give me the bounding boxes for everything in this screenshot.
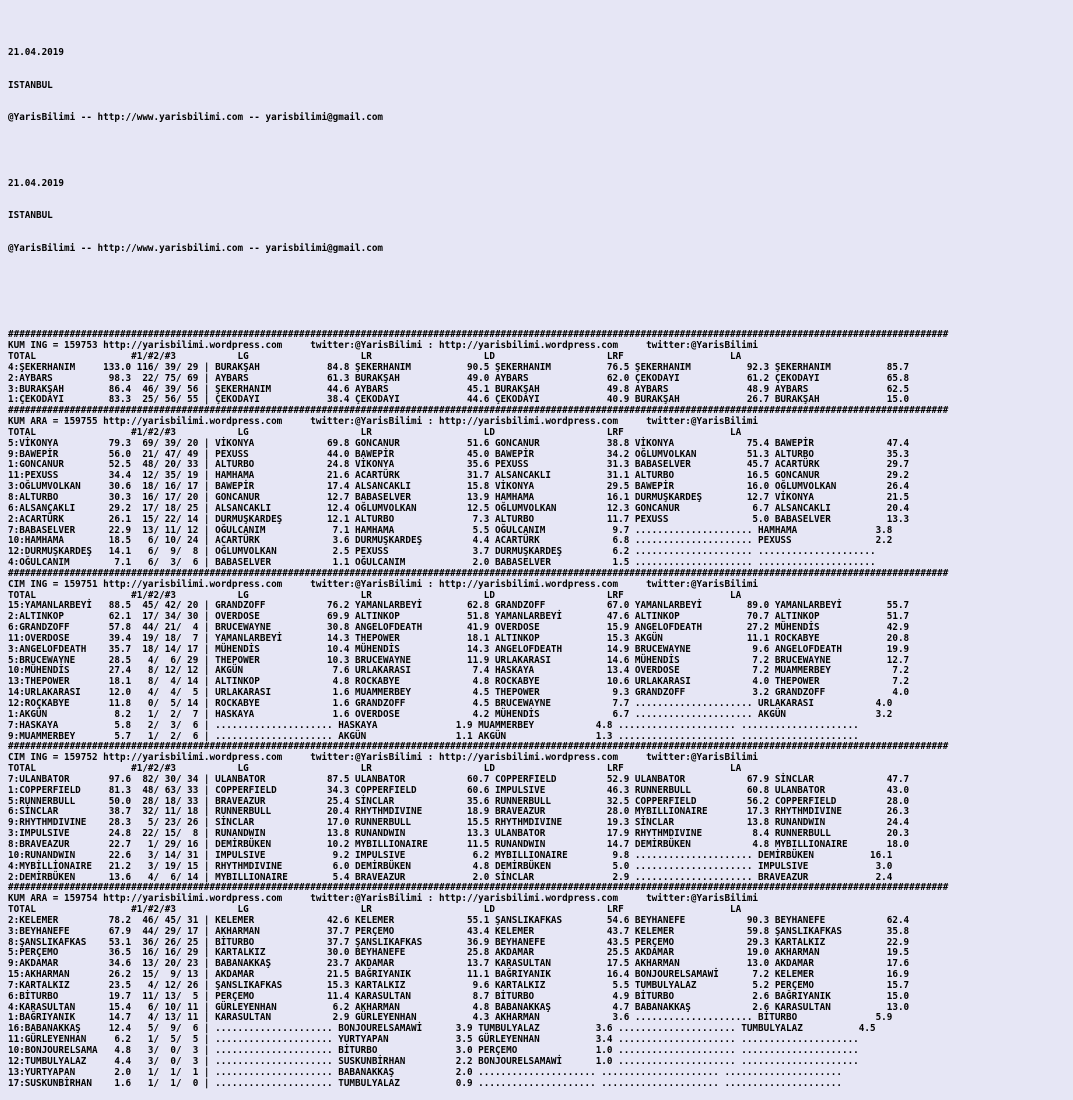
blank-line <box>8 146 1073 157</box>
race-row: 6:BİTURBO 19.7 11/ 13/ 5 | PERÇEMO 11.4 KARASULTAN 8.7 BİTURBO 4.9 BİTURBO 2.6 BAĞRIYANIK 15.0 <box>8 990 910 1002</box>
column-header-line: TOTAL #1/#2/#3 LG LR LD LRF LA <box>8 763 742 775</box>
race-row: 9:RHYTHMDIVINE 28.3 5/ 23/ 26 | SİNCLAR 17.0 RUNNERBULL 15.5 RHYTHMDIVINE 19.3 SİNCLAR 13.8 RUNANDWIN 24.4 <box>8 817 910 829</box>
race-row: 4:OĞULCANIM 7.1 6/ 3/ 6 | BABASELVER 1.1 OĞULCANIM 2.0 BABASELVER 1.5 ..................... ..................... <box>8 557 876 569</box>
race-row: 13:THEPOWER 18.1 8/ 4/ 14 | ALTINKOP 4.8 ROCKABYE 4.8 ROCKABYE 10.6 URLAKARASI 4.0 THEPOWER 7.2 <box>8 676 910 688</box>
race-row: 7:KARTALKIZ 23.5 4/ 12/ 26 | ŞANSLIKAFKAS 15.3 KARTALKIZ 9.6 KARTALKIZ 5.5 TUMBULYALAZ 5.2 PERÇEMO 15.7 <box>8 979 910 991</box>
race-row: 15:AKHARMAN 26.2 15/ 9/ 13 | AKDAMAR 21.5 BAĞRIYANIK 11.1 BAĞRIYANIK 16.4 BONJOURELSAMAWİ 7.2 KELEMER 16.9 <box>8 969 910 981</box>
race-row: 2:DEMİRBÜKEN 13.6 4/ 6/ 14 | MYBILLIONAIRE 5.4 BRAVEAZUR 2.0 SİNCLAR 2.9 ..................... BRAVEAZUR 2.4 <box>8 871 893 883</box>
race-row: 2:KELEMER 78.2 46/ 45/ 31 | KELEMER 42.6 KELEMER 55.1 ŞANSLIKAFKAS 54.6 BEYHANEFE 90.3 BEYHANEFE 62.4 <box>8 914 910 926</box>
race-row: 12:DURMUŞKARDEŞ 14.1 6/ 9/ 8 | OĞLUMVOLKAN 2.5 PEXUSS 3.7 DURMUŞKARDEŞ 6.2 ..................... ..................... <box>8 546 876 558</box>
race-section <box>8 569 1073 743</box>
city-line: ISTANBUL <box>8 79 53 91</box>
race-row: 8:ŞANSLIKAFKAS 53.1 36/ 26/ 25 | BİTURBO 37.7 ŞANSLIKAFKAS 36.9 BEYHANEFE 43.5 PERÇEMO 29.3 KARTALKIZ 22.9 <box>8 936 910 948</box>
race-title-line: KUM ARA = 159754 http://yarisbilimi.wordpress.com twitter:@YarisBilimi : http://yarisbilimi.wordpress.com twitter:@YarisBilimi <box>8 893 759 905</box>
race-row: 5:PERÇEMO 36.5 16/ 16/ 29 | KARTALKIZ 30.0 BEYHANEFE 25.8 AKDAMAR 25.5 AKDAMAR 19.0 AKHARMAN 19.5 <box>8 947 910 959</box>
race-section <box>8 330 1073 406</box>
race-row: 3:OĞLUMVOLKAN 30.6 18/ 16/ 17 | BAWEPİR 17.4 ALSANCAKLI 15.8 VİKONYA 29.5 BAWEPİR 16.0 OĞLUMVOLKAN 26.4 <box>8 481 910 493</box>
date-line: 21.04.2019 <box>8 177 64 189</box>
race-row: 11:PEXUSS 34.4 12/ 35/ 19 | HAMHAMA 21.6 ACARTÜRK 31.7 ALSANCAKLI 31.1 ALTURBO 16.5 GONCANUR 29.2 <box>8 470 910 482</box>
race-row: 2:ALTINKOP 62.1 17/ 34/ 30 | OVERDOSE 69.9 ALTINKOP 51.8 YAMANLARBEYİ 47.6 ALTINKOP 70.7 ALTINKOP 51.7 <box>8 611 910 623</box>
race-row: 8:ALTURBO 30.3 16/ 17/ 20 | GONCANUR 12.7 BABASELVER 13.9 HAMHAMA 16.1 DURMUŞKARDEŞ 12.7 VİKONYA 21.5 <box>8 491 910 503</box>
race-row: 8:BRAVEAZUR 22.7 1/ 29/ 16 | DEMİRBÜKEN 10.2 MYBILLIONAIRE 11.5 RUNANDWIN 14.7 DEMİRBÜKEN 4.8 MYBILLIONAIRE 18.0 <box>8 838 910 850</box>
separator-line: ######################################################################################################################################################################## <box>8 882 949 894</box>
race-row: 2:ACARTÜRK 26.1 15/ 22/ 14 | DURMUŞKARDEŞ 12.1 ALTURBO 7.3 ALTURBO 11.7 PEXUSS 5.0 BABASELVER 13.3 <box>8 513 910 525</box>
blank-line <box>8 276 1073 287</box>
race-row: 2:AYBARS 98.3 22/ 75/ 69 | AYBARS 61.3 BURAKŞAH 49.0 AYBARS 62.0 ÇEKODAYI 61.2 ÇEKODAYI 65.8 <box>8 372 910 384</box>
race-row: 9:AKDAMAR 34.6 13/ 20/ 23 | BABANAKKAŞ 23.7 AKDAMAR 13.7 KARASULTAN 17.5 AKHARMAN 13.0 AKDAMAR 17.6 <box>8 958 910 970</box>
race-row: 1:ÇEKODAYI 83.3 25/ 56/ 55 | ÇEKODAYI 38.4 ÇEKODAYI 44.6 ÇEKODAYI 40.9 BURAKŞAH 26.7 BURAKŞAH 15.0 <box>8 394 910 406</box>
race-row: 17:SUSKUNBİRHAN 1.6 1/ 1/ 0 | ..................... TUMBULYALAZ 0.9 ..................... ..................... ..................... <box>8 1077 842 1089</box>
race-sections <box>8 330 1073 1089</box>
race-row: 3:IMPULSIVE 24.8 22/ 15/ 8 | RUNANDWIN 13.8 RUNANDWIN 13.3 ULANBATOR 17.9 RHYTHMDIVINE 8.4 RUNNERBULL 20.3 <box>8 828 910 840</box>
race-title-line: KUM ARA = 159755 http://yarisbilimi.wordpress.com twitter:@YarisBilimi : http://yarisbilimi.wordpress.com twitter:@YarisBilimi <box>8 416 759 428</box>
race-row: 13:YURTYAPAN 2.0 1/ 1/ 1 | ..................... BABANAKKAŞ 2.0 ..................... ..................... ..................... <box>8 1066 842 1078</box>
race-row: 5:BRUCEWAYNE 28.5 4/ 6/ 29 | THEPOWER 10.3 BRUCEWAYNE 11.9 URLAKARASI 14.6 MÜHENDİS 7.2 BRUCEWAYNE 12.7 <box>8 654 910 666</box>
race-row: 11:GÜRLEYENHAN 6.2 1/ 5/ 5 | ..................... YURTYAPAN 3.5 GÜRLEYENHAN 3.4 ..................... ..................... <box>8 1034 859 1046</box>
race-title-line: KUM ING = 159753 http://yarisbilimi.wordpress.com twitter:@YarisBilimi : http://yarisbilimi.wordpress.com twitter:@YarisBilimi <box>8 340 759 352</box>
race-row: 16:BABANAKKAŞ 12.4 5/ 9/ 6 | ..................... BONJOURELSAMAWİ 3.9 TUMBULYALAZ 3.6 ..................... TUMBULYALAZ 4.5 <box>8 1023 876 1035</box>
column-header-line: TOTAL #1/#2/#3 LG LR LD LRF LA <box>8 351 742 362</box>
race-row: 10:MÜHENDİS 27.4 8/ 12/ 12 | AKGÜN 7.6 URLAKARASI 7.4 HASKAYA 13.4 OVERDOSE 7.2 MUAMMERBEY 7.2 <box>8 665 910 677</box>
race-row: 3:BEYHANEFE 67.9 44/ 29/ 17 | AKHARMAN 37.7 PERÇEMO 43.4 KELEMER 43.7 KELEMER 59.8 ŞANSLIKAFKAS 35.8 <box>8 925 910 937</box>
race-row: 4:KARASULTAN 15.4 6/ 10/ 11 | GÜRLEYENHAN 6.2 AKHARMAN 4.8 BABANAKKAŞ 4.7 BABANAKKAŞ 2.6 KARASULTAN 13.0 <box>8 1001 910 1013</box>
separator-line: ######################################################################################################################################################################## <box>8 405 949 417</box>
separator-line: ######################################################################################################################################################################## <box>8 329 949 341</box>
city-line: ISTANBUL <box>8 210 53 222</box>
race-row: 6:ALSANÇAKLI 29.2 17/ 18/ 25 | ALSANCAKLI 12.4 OĞLUMVOLKAN 12.5 OĞLUMVOLKAN 12.3 GONCANUR 6.7 ALSANCAKLI 20.4 <box>8 502 910 514</box>
race-row: 1:COPPERFIELD 81.3 48/ 63/ 33 | COPPERFIELD 34.3 COPPERFIELD 60.6 IMPULSIVE 46.3 RUNNERBULL 60.8 ULANBATOR 43.0 <box>8 784 910 796</box>
race-row: 4:MYBİLLİONAIRE 21.2 3/ 19/ 15 | RHYTHMDIVINE 6.0 DEMİRBÜKEN 4.8 DEMİRBÜKEN 5.0 ..................... IMPULSIVE 3.0 <box>8 860 893 872</box>
race-row: 15:YAMANLARBEYİ 88.5 45/ 42/ 20 | GRANDZOFF 76.2 YAMANLARBEYİ 62.8 GRANDZOFF 67.0 YAMANLARBEYİ 89.0 YAMANLARBEYİ 55.7 <box>8 600 910 612</box>
race-row: 10:HAMHAMA 18.5 6/ 10/ 24 | ACARTÜRK 3.6 DURMUŞKARDEŞ 4.4 ACARTÜRK 6.8 ..................... PEXUSS 2.2 <box>8 535 893 547</box>
race-title-line: CIM ING = 159752 http://yarisbilimi.wordpress.com twitter:@YarisBilimi : http://yarisbilimi.wordpress.com twitter:@YarisBilimi <box>8 752 759 764</box>
race-row: 10:RUNANDWIN 22.6 3/ 14/ 31 | IMPULSIVE 9.2 IMPULSIVE 6.2 MYBILLIONAIRE 9.8 ..................... DEMİRBÜKEN 16.1 <box>8 849 893 861</box>
race-row: 7:ULANBATOR 97.6 82/ 30/ 34 | ULANBATOR 87.5 ULANBATOR 60.7 COPPERFIELD 52.9 ULANBATOR 67.9 SİNCLAR 47.7 <box>8 773 910 785</box>
race-row: 14:URLAKARASI 12.0 4/ 4/ 5 | URLAKARASI 1.6 MUAMMERBEY 4.5 THEPOWER 9.3 GRANDZOFF 3.2 GRANDZOFF 4.0 <box>8 687 910 699</box>
race-row: 10:BONJOURELSAMA 4.8 3/ 0/ 3 | ..................... BİTURBO 3.0 PERÇEMO 1.0 ..................... ..................... <box>8 1045 859 1056</box>
separator-line: ######################################################################################################################################################################## <box>8 741 949 753</box>
race-row: 9:BAWEPİR 56.0 21/ 47/ 49 | PEXUSS 44.0 BAWEPİR 45.0 BAWEPİR 34.2 OĞLUMVOLKAN 51.3 ALTURBO 35.3 <box>8 448 910 460</box>
column-header-line: TOTAL #1/#2/#3 LG LR LD LRF LA <box>8 589 742 601</box>
race-row: 4:ŞEKERHANIM 133.0 116/ 39/ 29 | BURAKŞAH 84.8 ŞEKERHANIM 90.5 ŞEKERHANIM 76.5 ŞEKERHANIM 92.3 ŞEKERHANIM 85.7 <box>8 361 910 373</box>
race-title-line: CIM ING = 159751 http://yarisbilimi.wordpress.com twitter:@YarisBilimi : http://yarisbilimi.wordpress.com twitter:@YarisBilimi <box>8 578 759 590</box>
race-row: 3:BURAKŞAH 86.4 46/ 39/ 56 | ŞEKERHANIM 44.6 AYBARS 45.1 BURAKŞAH 49.8 AYBARS 48.9 AYBARS 62.5 <box>8 383 910 395</box>
race-row: 7:BABASELVER 22.9 13/ 11/ 12 | OĞULCANIM 7.1 HAMHAMA 5.5 OĞULCANIM 9.7 ..................... HAMHAMA 3.8 <box>8 524 893 536</box>
separator-line: ######################################################################################################################################################################## <box>8 567 949 579</box>
race-row: 1:AKGÜN 8.2 1/ 2/ 7 | HASKAYA 1.6 OVERDOSE 4.2 MÜHENDİS 6.7 ..................... AKGÜN 3.2 <box>8 708 893 720</box>
race-row: 3:ANGELOFDEATH 35.7 18/ 14/ 17 | MÜHENDİS 10.4 MÜHENDİS 14.3 ANGELOFDEATH 14.9 BRUCEWAYNE 9.6 ANGELOFDEATH 19.9 <box>8 643 910 655</box>
race-section <box>8 406 1073 569</box>
date-line: 21.04.2019 <box>8 47 64 59</box>
race-row: 1:BAĞRIYANIK 14.7 4/ 13/ 11 | KARASULTAN 2.9 GÜRLEYENHAN 4.3 AKHARMAN 3.6 ..................... BİTURBO 5.9 <box>8 1012 893 1024</box>
race-row: 1:GONCANUR 52.5 48/ 20/ 33 | ALTURBO 24.8 VİKONYA 35.6 PEXUSS 31.3 BABASELVER 45.7 ACARTÜRK 29.7 <box>8 459 910 471</box>
race-row: 12:TUMBULYALAZ 4.4 3/ 0/ 3 | ..................... SUSKUNBİRHAN 2.2 BONJOURELSAMAWİ 1.0 ..................... ..................... <box>8 1055 859 1067</box>
race-row: 9:MUAMMERBEY 5.7 1/ 2/ 6 | ..................... AKGÜN 1.1 AKGÜN 1.3 ..................... ..................... <box>8 730 859 742</box>
race-row: 6:SİNCLAR 38.7 32/ 11/ 18 | RUNNERBULL 20.4 RHYTHMDIVINE 18.9 BRAVEAZUR 28.0 MYBILLIONAIRE 17.3 RHYTHMDIVINE 26.3 <box>8 806 910 818</box>
race-row: 5:RUNNERBULL 50.0 28/ 18/ 33 | BRAVEAZUR 25.4 SİNCLAR 35.6 RUNNERBULL 32.5 COPPERFIELD 56.2 COPPERFIELD 28.0 <box>8 795 910 807</box>
race-section <box>8 742 1073 883</box>
race-row: 12:ROÇKABYE 11.8 0/ 5/ 14 | ROCKABYE 1.6 GRANDZOFF 4.5 BRUCEWAYNE 7.7 ..................... URLAKARASI 4.0 <box>8 698 893 709</box>
race-row: 5:VİKONYA 79.3 69/ 39/ 20 | VİKONYA 69.8 GONCANUR 51.6 GONCANUR 38.8 VİKONYA 75.4 BAWEPİR 47.4 <box>8 437 910 449</box>
column-header-line: TOTAL #1/#2/#3 LG LR LD LRF LA <box>8 426 742 438</box>
report-header <box>8 27 1073 309</box>
race-section <box>8 883 1073 1089</box>
contact-line: @YarisBilimi -- http://www.yarisbilimi.com -- yarisbilimi@gmail.com <box>8 112 384 124</box>
column-header-line: TOTAL #1/#2/#3 LG LR LD LRF LA <box>8 904 742 916</box>
contact-line: @YarisBilimi -- http://www.yarisbilimi.com -- yarisbilimi@gmail.com <box>8 242 384 254</box>
race-row: 11:OVERDOSE 39.4 19/ 18/ 7 | YAMANLARBEYİ 14.3 THEPOWER 18.1 ALTINKOP 15.3 AKGÜN 11.1 ROCKABYE 20.8 <box>8 632 910 644</box>
race-row: 6:GRANDZOFF 57.8 44/ 21/ 4 | BRUCEWAYNE 30.8 ANGELOFDEATH 41.9 OVERDOSE 15.9 ANGELOFDEATH 27.2 MÜHENDİS 42.9 <box>8 622 910 634</box>
race-row: 7:HASKAYA 5.8 2/ 3/ 6 | ..................... HASKAYA 1.9 MUAMMERBEY 4.8 ..................... ..................... <box>8 719 859 731</box>
